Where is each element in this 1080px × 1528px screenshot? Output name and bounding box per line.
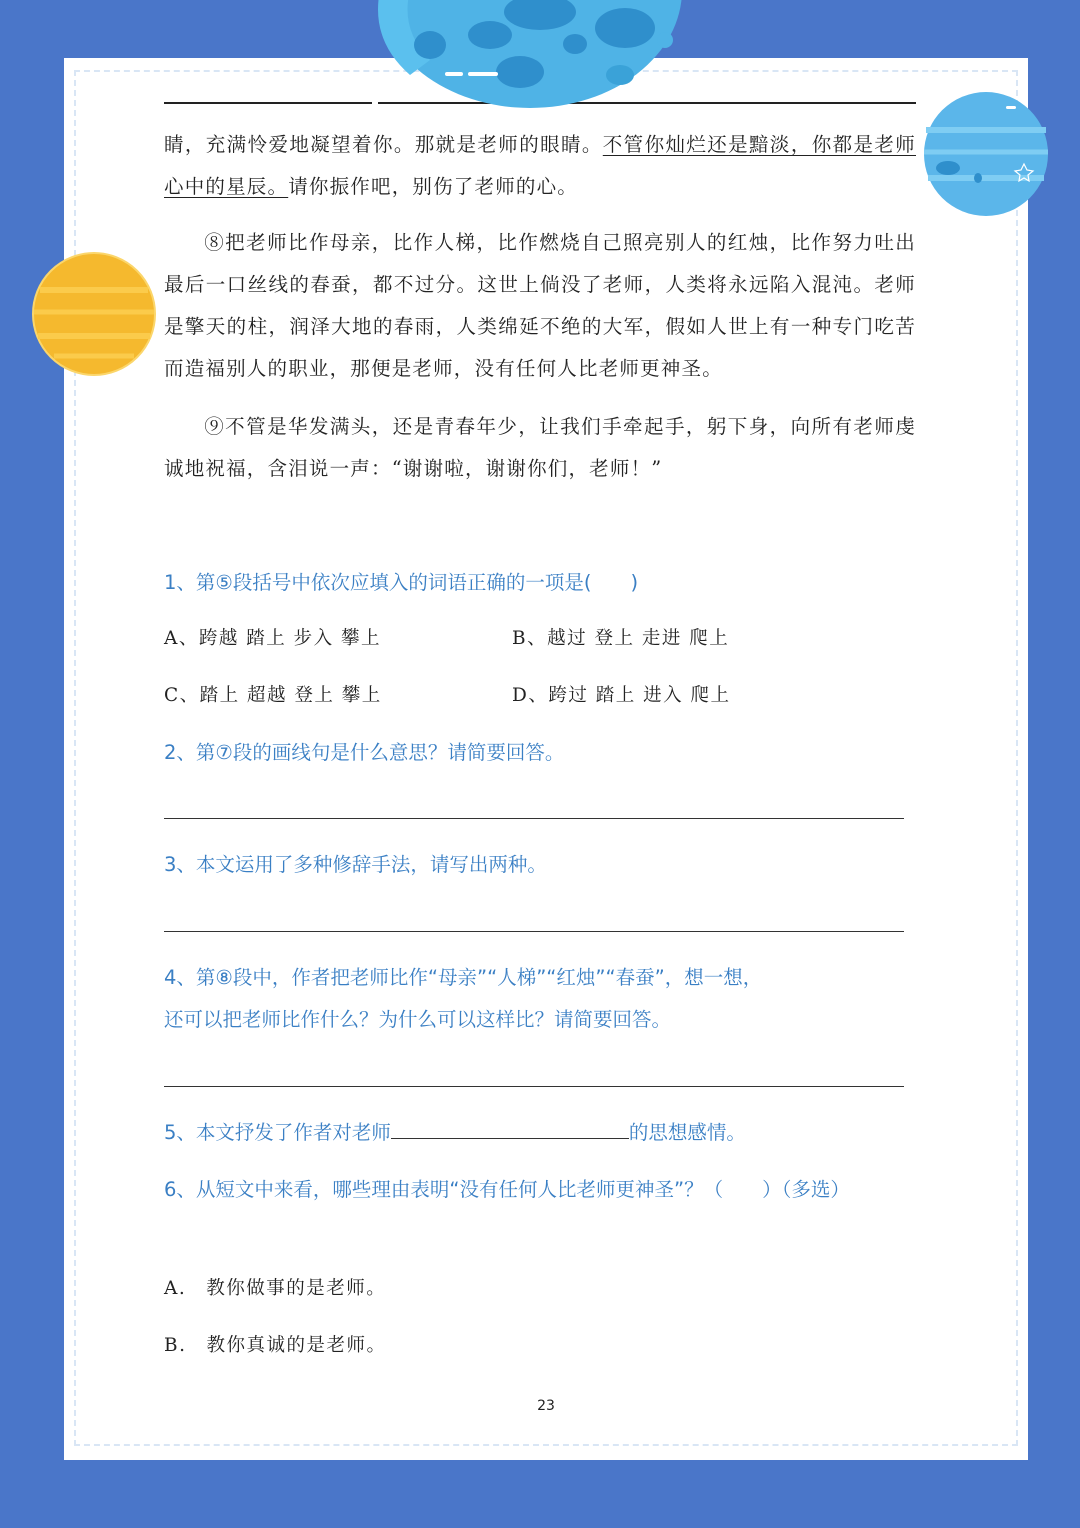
question-3: 3、本文运用了多种修辞手法，请写出两种。 (164, 853, 547, 876)
question-4-line-2: 还可以把老师比作什么？为什么可以这样比？请简要回答。 (164, 1008, 672, 1031)
q5-blank[interactable] (391, 1118, 629, 1139)
question-5 (164, 1112, 924, 1154)
question-1: 1、第⑤段括号中依次应填入的词语正确的一项是( ) (164, 571, 639, 594)
q1-option-c[interactable]: C、踏上 超越 登上 攀上 (164, 685, 382, 706)
q2-answer-line[interactable] (164, 818, 904, 819)
question-5-after: 的思想感情。 (628, 1121, 746, 1144)
page-number: 23 (537, 1398, 555, 1414)
paragraph-8-text: ⑧把老师比作母亲，比作人梯，比作燃烧自己照亮别人的红烛，比作努力吐出最后一口丝线的春蚕，都不过分。这世上倘没了老师，人类将永远陷入混沌。老师是擎天的柱，润泽大地的春雨，人类绵延不绝的大军，假如人世上有一种专门吃苦而造福别人的职业，那便是老师，没有任何人比老师更神圣。 (164, 231, 916, 380)
q1-option-d[interactable]: D、跨过 踏上 进入 爬上 (512, 685, 731, 706)
blue-planet-right-icon (922, 90, 1052, 220)
paragraph-8 (164, 222, 916, 390)
question-2: 2、第⑦段的画线句是什么意思？请简要回答。 (164, 741, 565, 764)
question-4-line-1: 4、第⑧段中，作者把老师比作“母亲”“人梯”“红烛”“春蚕”，想一想， (164, 966, 763, 989)
q6-option-b[interactable]: B. 教你真诚的是老师。 (164, 1335, 387, 1356)
top-rule-left (164, 102, 372, 104)
q1-option-a[interactable]: A、跨越 踏上 步入 攀上 (164, 628, 382, 649)
question-5-before: 5、本文抒发了作者对老师 (164, 1121, 391, 1144)
paragraph-9-text: ⑨不管是华发满头，还是青春年少，让我们手牵起手，躬下身，向所有老师虔诚地祝福，含泪说一声：“谢谢啦，谢谢你们，老师！” (164, 415, 916, 480)
paragraph-7-end: 请你振作吧，别伤了老师的心。 (288, 175, 579, 198)
q1-option-b[interactable]: B、越过 登上 走进 爬上 (512, 628, 730, 649)
paragraph-7-tail (164, 124, 916, 208)
blue-planet-top-icon (370, 0, 700, 110)
paragraph-7-plain: 睛，充满怜爱地凝望着你。那就是老师的眼睛。 (164, 133, 603, 156)
paragraph-7-underlined-sentence: 不管你灿烂还是黯淡，你都是老师心中的星辰。 (164, 133, 916, 198)
q3-answer-line[interactable] (164, 931, 904, 932)
worksheet-page (64, 58, 1028, 1460)
q4-answer-line[interactable] (164, 1086, 904, 1087)
yellow-planet-left-icon (32, 252, 158, 378)
q6-option-a[interactable]: A. 教你做事的是老师。 (164, 1278, 387, 1299)
paragraph-9 (164, 406, 916, 490)
question-6: 6、从短文中来看，哪些理由表明“没有任何人比老师更神圣”？（ ）（多选） (164, 1178, 850, 1201)
